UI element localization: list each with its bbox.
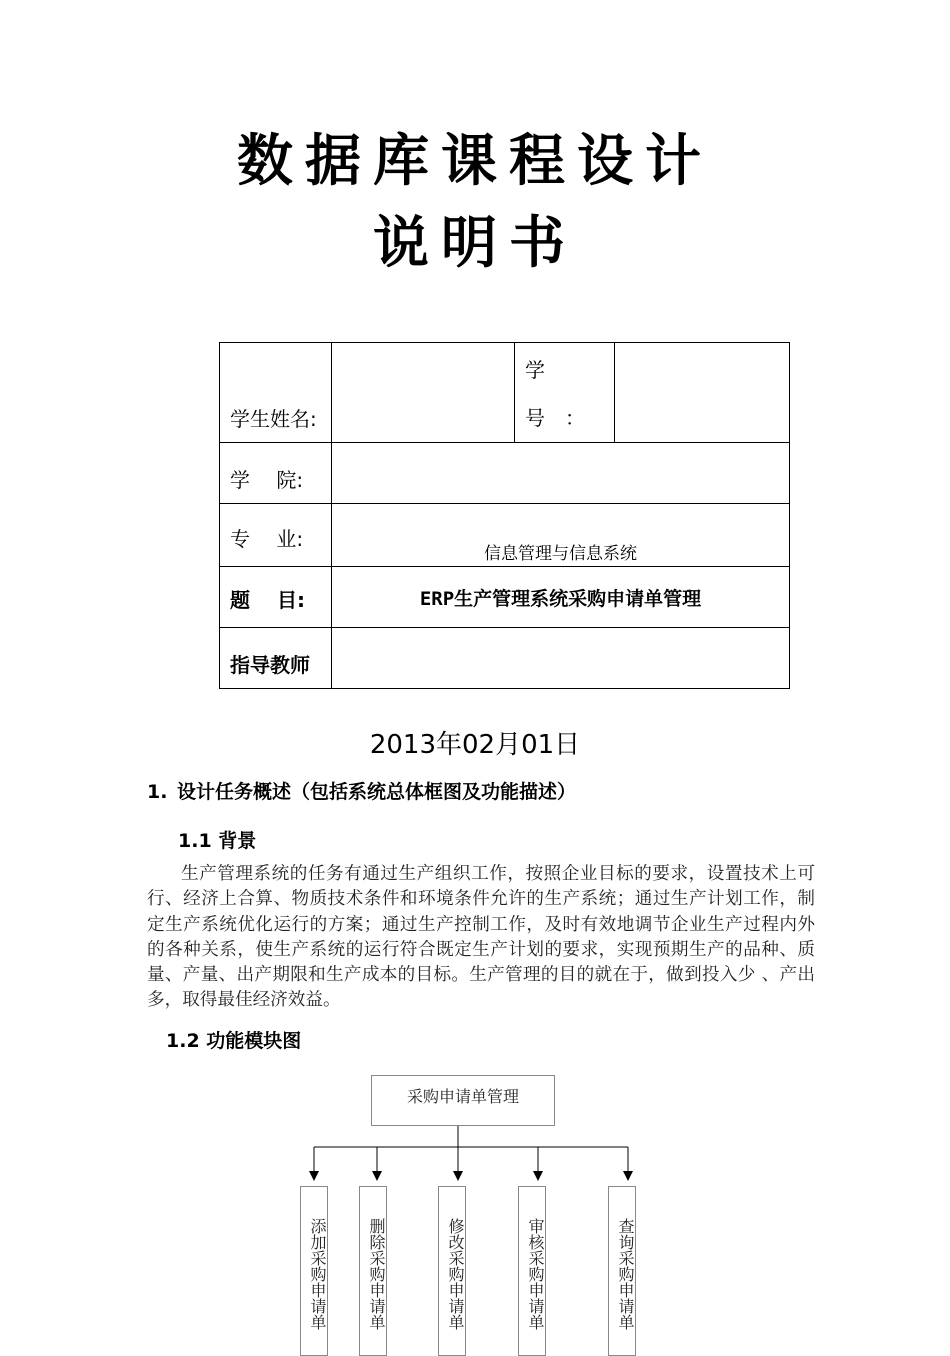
student-name-label: 学生姓名:: [220, 343, 332, 443]
cover-info-table: [219, 342, 790, 689]
diagram-node-query: 查询采购申请单: [608, 1186, 636, 1356]
diagram-node-delete: 删除采购申请单: [359, 1186, 387, 1356]
document-title-line1: 数据库课程设计: [237, 129, 713, 194]
advisor-label: 指导教师: [220, 628, 332, 689]
diagram-root-node: 采购申请单管理: [371, 1075, 555, 1126]
diagram-node-review: 审核采购申请单: [518, 1186, 546, 1356]
major-label: 专 业:: [220, 504, 332, 567]
student-id-value[interactable]: [615, 343, 790, 443]
section-1-number: 1.: [147, 781, 168, 803]
topic-value[interactable]: ERP生产管理系统采购申请单管理: [332, 567, 790, 628]
college-value[interactable]: [332, 443, 790, 504]
section-1-heading: [147, 777, 576, 804]
advisor-value[interactable]: [332, 628, 790, 689]
diagram-node-add: 添加采购申请单: [300, 1186, 328, 1356]
topic-label: 题 目:: [220, 567, 332, 628]
student-name-value[interactable]: [332, 343, 515, 443]
section-1-title: 设计任务概述（包括系统总体框图及功能描述）: [177, 781, 577, 803]
major-value[interactable]: 信息管理与信息系统: [332, 504, 790, 567]
college-label: 学 院:: [220, 443, 332, 504]
student-id-label: 学 号 ：: [515, 343, 615, 443]
document-date: 2013年02月01日: [369, 730, 581, 760]
section-1-2-heading: 1.2 功能模块图: [166, 1030, 302, 1052]
document-title-line2: 说明书: [373, 211, 577, 276]
section-1-1-heading: 1.1 背景: [178, 830, 257, 852]
background-paragraph: 生产管理系统的任务有通过生产组织工作，按照企业目标的要求，设置技术上可行、经济上合算、物质技术条件和环境条件允许的生产系统；通过生产计划工作，制定生产系统优化运行的方案；通过生产控制工作，及时有效地调节企业生产过程内外的各种关系，使生产系统的运行符合既定生产计划的要求，实现预期生产的品种、质量、产量、出产期限和生产成本的目标。生产管理的目的就在于，做到投入少 、产出多，取得最佳经济效益。: [147, 864, 815, 1011]
diagram-node-modify: 修改采购申请单: [438, 1186, 466, 1356]
